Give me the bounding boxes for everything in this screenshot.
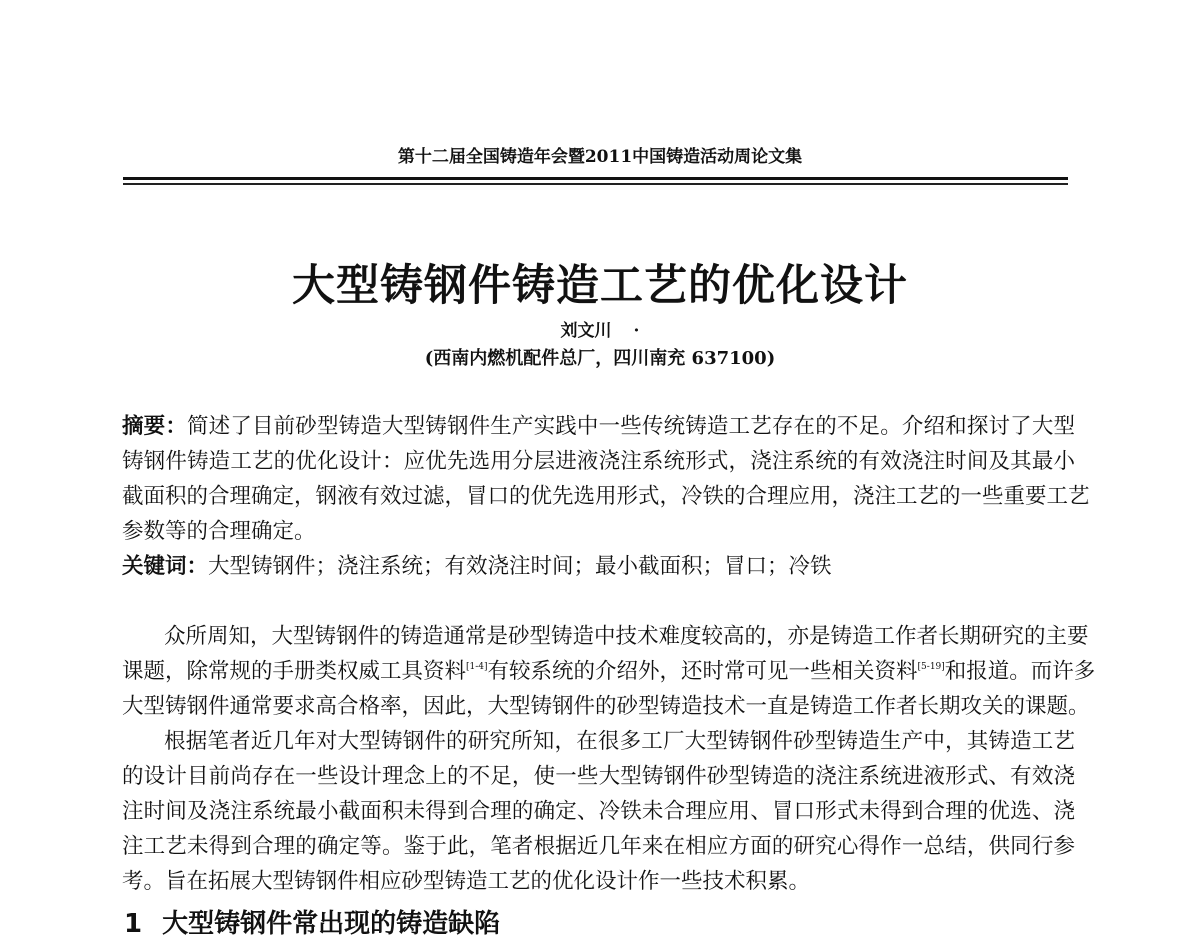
citation: [5-19]	[917, 662, 945, 672]
body-line: 众所周知，大型铸钢件的铸造通常是砂型铸造中技术难度较高的，亦是铸造工作者长期研究的主要	[164, 624, 1089, 649]
abstract-line	[122, 412, 1075, 442]
header-rule-thin	[123, 183, 1068, 185]
abstract-line: 参数等的合理确定。	[122, 519, 316, 544]
body-line	[122, 657, 1096, 687]
body-text: 有较系统的介绍外，还时常可见一些相关资料	[487, 659, 918, 684]
affiliation: (西南内燃机配件总厂，四川南充 637100)	[424, 348, 776, 369]
section-number: 1	[124, 909, 143, 939]
body-line: 考。旨在拓展大型铸钢件相应砂型铸造工艺的优化设计作一些技术积累。	[122, 869, 811, 894]
abstract-line: 截面积的合理确定，钢液有效过滤，冒口的优先选用形式，冷铁的合理应用，浇注工艺的一些重要工艺	[122, 484, 1090, 509]
author-mark: ·	[633, 321, 640, 341]
body-text: 课题，除常规的手册类权威工具资料	[122, 659, 467, 684]
citation: [1-4]	[466, 662, 488, 672]
author-name: 刘文川	[560, 321, 612, 341]
body-line: 大型铸钢件通常要求高合格率，因此，大型铸钢件的砂型铸造技术一直是铸造工作者长期攻关的课题。	[122, 694, 1090, 719]
abstract-text: 简述了目前砂型铸造大型铸钢件生产实践中一些传统铸造工艺存在的不足。介绍和探讨了大型	[187, 414, 1075, 439]
section-heading	[124, 903, 500, 940]
header-rule-thick	[123, 177, 1068, 180]
abstract-line: 铸钢件铸造工艺的优化设计：应优先选用分层进液浇注系统形式，浇注系统的有效浇注时间及其最小	[122, 449, 1075, 474]
running-header: 第十二届全国铸造年会暨2011中国铸造活动周论文集	[397, 147, 803, 167]
section-title: 大型铸钢件常出现的铸造缺陷	[162, 909, 501, 939]
body-line: 注时间及浇注系统最小截面积未得到合理的确定、冷铁未合理应用、冒口形式未得到合理的优选、浇	[122, 799, 1075, 824]
author-line	[0, 316, 1200, 341]
abstract-label: 摘要：	[122, 414, 187, 439]
keywords-label: 关键词：	[122, 554, 209, 579]
keywords-text: 大型铸钢件；浇注系统；有效浇注时间；最小截面积；冒口；冷铁	[208, 554, 832, 579]
body-line: 的设计目前尚存在一些设计理念上的不足，使一些大型铸钢件砂型铸造的浇注系统进液形式、有效浇	[122, 764, 1075, 789]
body-line: 根据笔者近几年对大型铸钢件的研究所知，在很多工厂大型铸钢件砂型铸造生产中，其铸造工艺	[164, 729, 1075, 754]
body-text: 和报道。而许多	[944, 659, 1096, 684]
paper-title: 大型铸钢件铸造工艺的优化设计	[292, 261, 908, 311]
body-line: 注工艺未得到合理的确定等。鉴于此，笔者根据近几年来在相应方面的研究心得作一总结，供同行参	[122, 834, 1075, 859]
keywords-line	[122, 552, 1075, 582]
